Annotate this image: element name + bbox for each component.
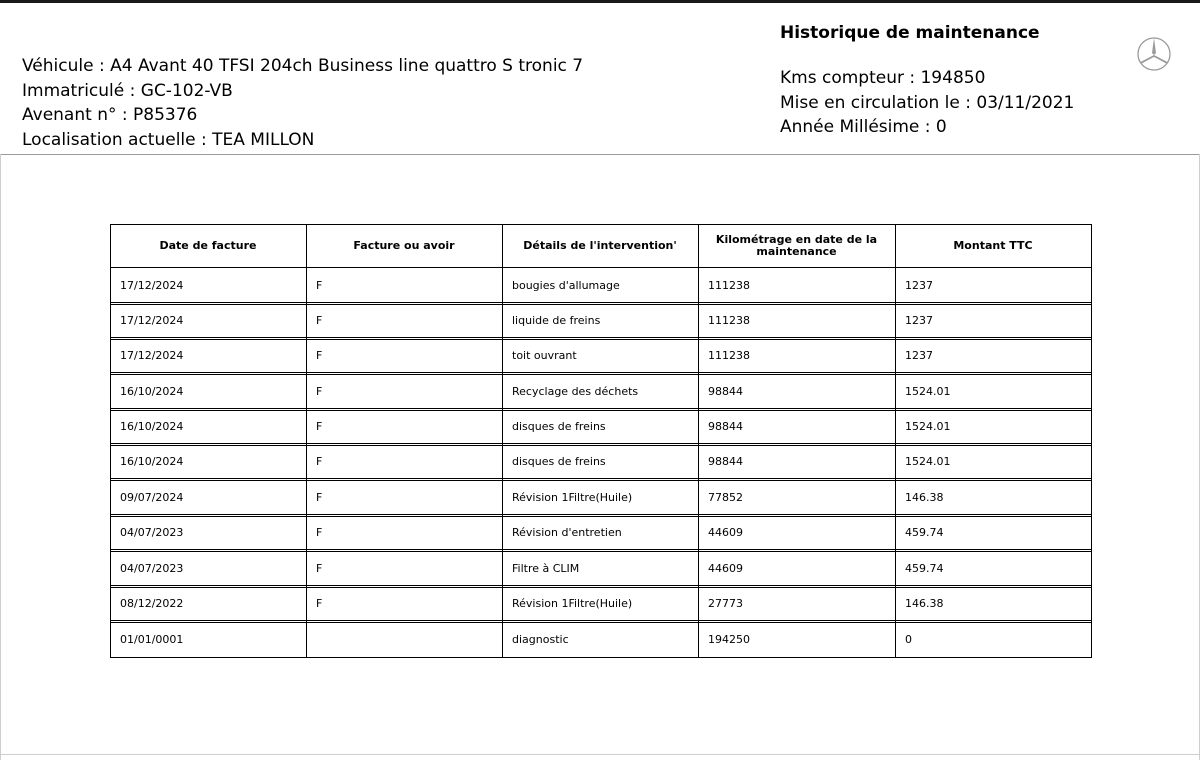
table-cell: 194250 [708,633,750,646]
table-column-rule [502,224,503,658]
table-row-rule [110,620,1092,621]
table-column-rule [1091,224,1092,658]
table-cell: Filtre à CLIM [512,561,580,575]
table-header-cell: Facture ou avoir [353,239,455,252]
table-cell: F [316,597,323,610]
vehicle-info [22,54,583,152]
table-cell: F [316,526,323,539]
table-cell: F [316,455,323,468]
table-cell: 1237 [905,314,933,327]
table-cell: 04/07/2023 [120,526,184,539]
table-cell: 1237 [905,349,933,362]
vehicle-registration: Immatriculé : GC-102-VB [22,80,233,101]
table-cell: 1524.01 [905,420,951,433]
table-row-rule [110,443,1092,444]
table-row-rule [110,514,1092,515]
page-title: Historique de maintenance [780,23,1040,43]
table-cell: 27773 [708,597,743,610]
table-column-rule [306,224,307,658]
table-cell: 17/12/2024 [120,278,184,292]
table-cell: 16/10/2024 [120,420,184,433]
table-cell: 98844 [708,455,743,468]
table-cell: F [316,420,323,433]
table-cell: F [316,314,323,327]
first-registration-date: Mise en circulation le : 03/11/2021 [780,92,1075,113]
table-cell [316,622,498,657]
table-cell: diagnostic [512,633,569,646]
model-year: Année Millésime : 0 [780,117,947,137]
table-cell: 09/07/2024 [120,490,184,504]
table-row-rule [110,302,1092,303]
table-row-rule [110,585,1092,586]
table-column-rule [895,224,896,658]
table-cell: 16/10/2024 [120,455,184,468]
table-cell: F [316,490,323,504]
table-header-cell: Détails de l'intervention' [523,239,677,252]
table-cell: 459.74 [905,561,944,575]
table-cell: 44609 [708,561,743,575]
table-row-rule [110,337,1092,338]
table-cell: F [316,349,323,362]
table-cell: 1237 [905,278,933,292]
table-cell: 1524.01 [905,384,951,398]
vehicle-summary [780,66,1074,140]
table-column-rule [110,224,111,658]
table-header-cell: Date de facture [159,239,257,252]
table-cell: 0 [905,633,912,646]
table-cell: 44609 [708,526,743,539]
current-location: Localisation actuelle : TEA MILLON [22,129,315,150]
table-cell: 111238 [708,349,750,362]
header-divider [0,154,1200,155]
table-cell: 459.74 [905,526,944,539]
table-cell: 17/12/2024 [120,314,184,327]
table-header-cell: Kilométrage en date de la maintenance [715,233,878,258]
table-cell: liquide de freins [512,314,601,327]
table-cell: Révision 1Filtre(Huile) [512,597,633,610]
table-cell: toit ouvrant [512,349,577,362]
table-cell: 77852 [708,490,743,504]
page-border [0,154,1,760]
table-cell: Révision d'entretien [512,526,622,539]
table-cell: 146.38 [905,490,944,504]
table-cell: disques de freins [512,420,606,433]
table-header-cell: Montant TTC [953,239,1033,252]
table-row-rule [110,549,1092,550]
odometer: Kms compteur : 194850 [780,68,986,88]
maintenance-table [110,224,1092,658]
table-cell: bougies d'allumage [512,278,620,292]
table-cell: 98844 [708,420,743,433]
table-cell: 08/12/2022 [120,597,184,610]
vehicle-model: Véhicule : A4 Avant 40 TFSI 204ch Business line quattro S tronic 7 [22,56,584,76]
table-cell: disques de freins [512,455,606,468]
table-cell: 16/10/2024 [120,384,184,398]
table-cell: Révision 1Filtre(Huile) [512,490,633,504]
table-cell: 111238 [708,278,750,292]
amendment-number: Avenant n° : P85376 [22,105,198,125]
table-cell: 98844 [708,384,743,398]
table-cell: 111238 [708,314,750,327]
table-cell: 1524.01 [905,455,951,468]
mercedes-star-icon [1136,36,1172,72]
table-row-rule [110,408,1092,409]
table-cell: Recyclage des déchets [512,384,639,398]
table-cell: 04/07/2023 [120,561,184,575]
table-cell: 01/01/0001 [120,633,184,646]
table-cell: F [316,561,323,575]
table-row-rule [110,478,1092,479]
table-row-rule [110,657,1092,658]
top-border [0,0,1200,3]
table-cell: 146.38 [905,597,944,610]
table-column-rule [698,224,699,658]
table-cell: F [316,278,323,292]
page-border [0,754,1200,755]
table-row-rule [110,372,1092,373]
table-cell: 17/12/2024 [120,349,184,362]
table-cell: F [316,384,323,398]
